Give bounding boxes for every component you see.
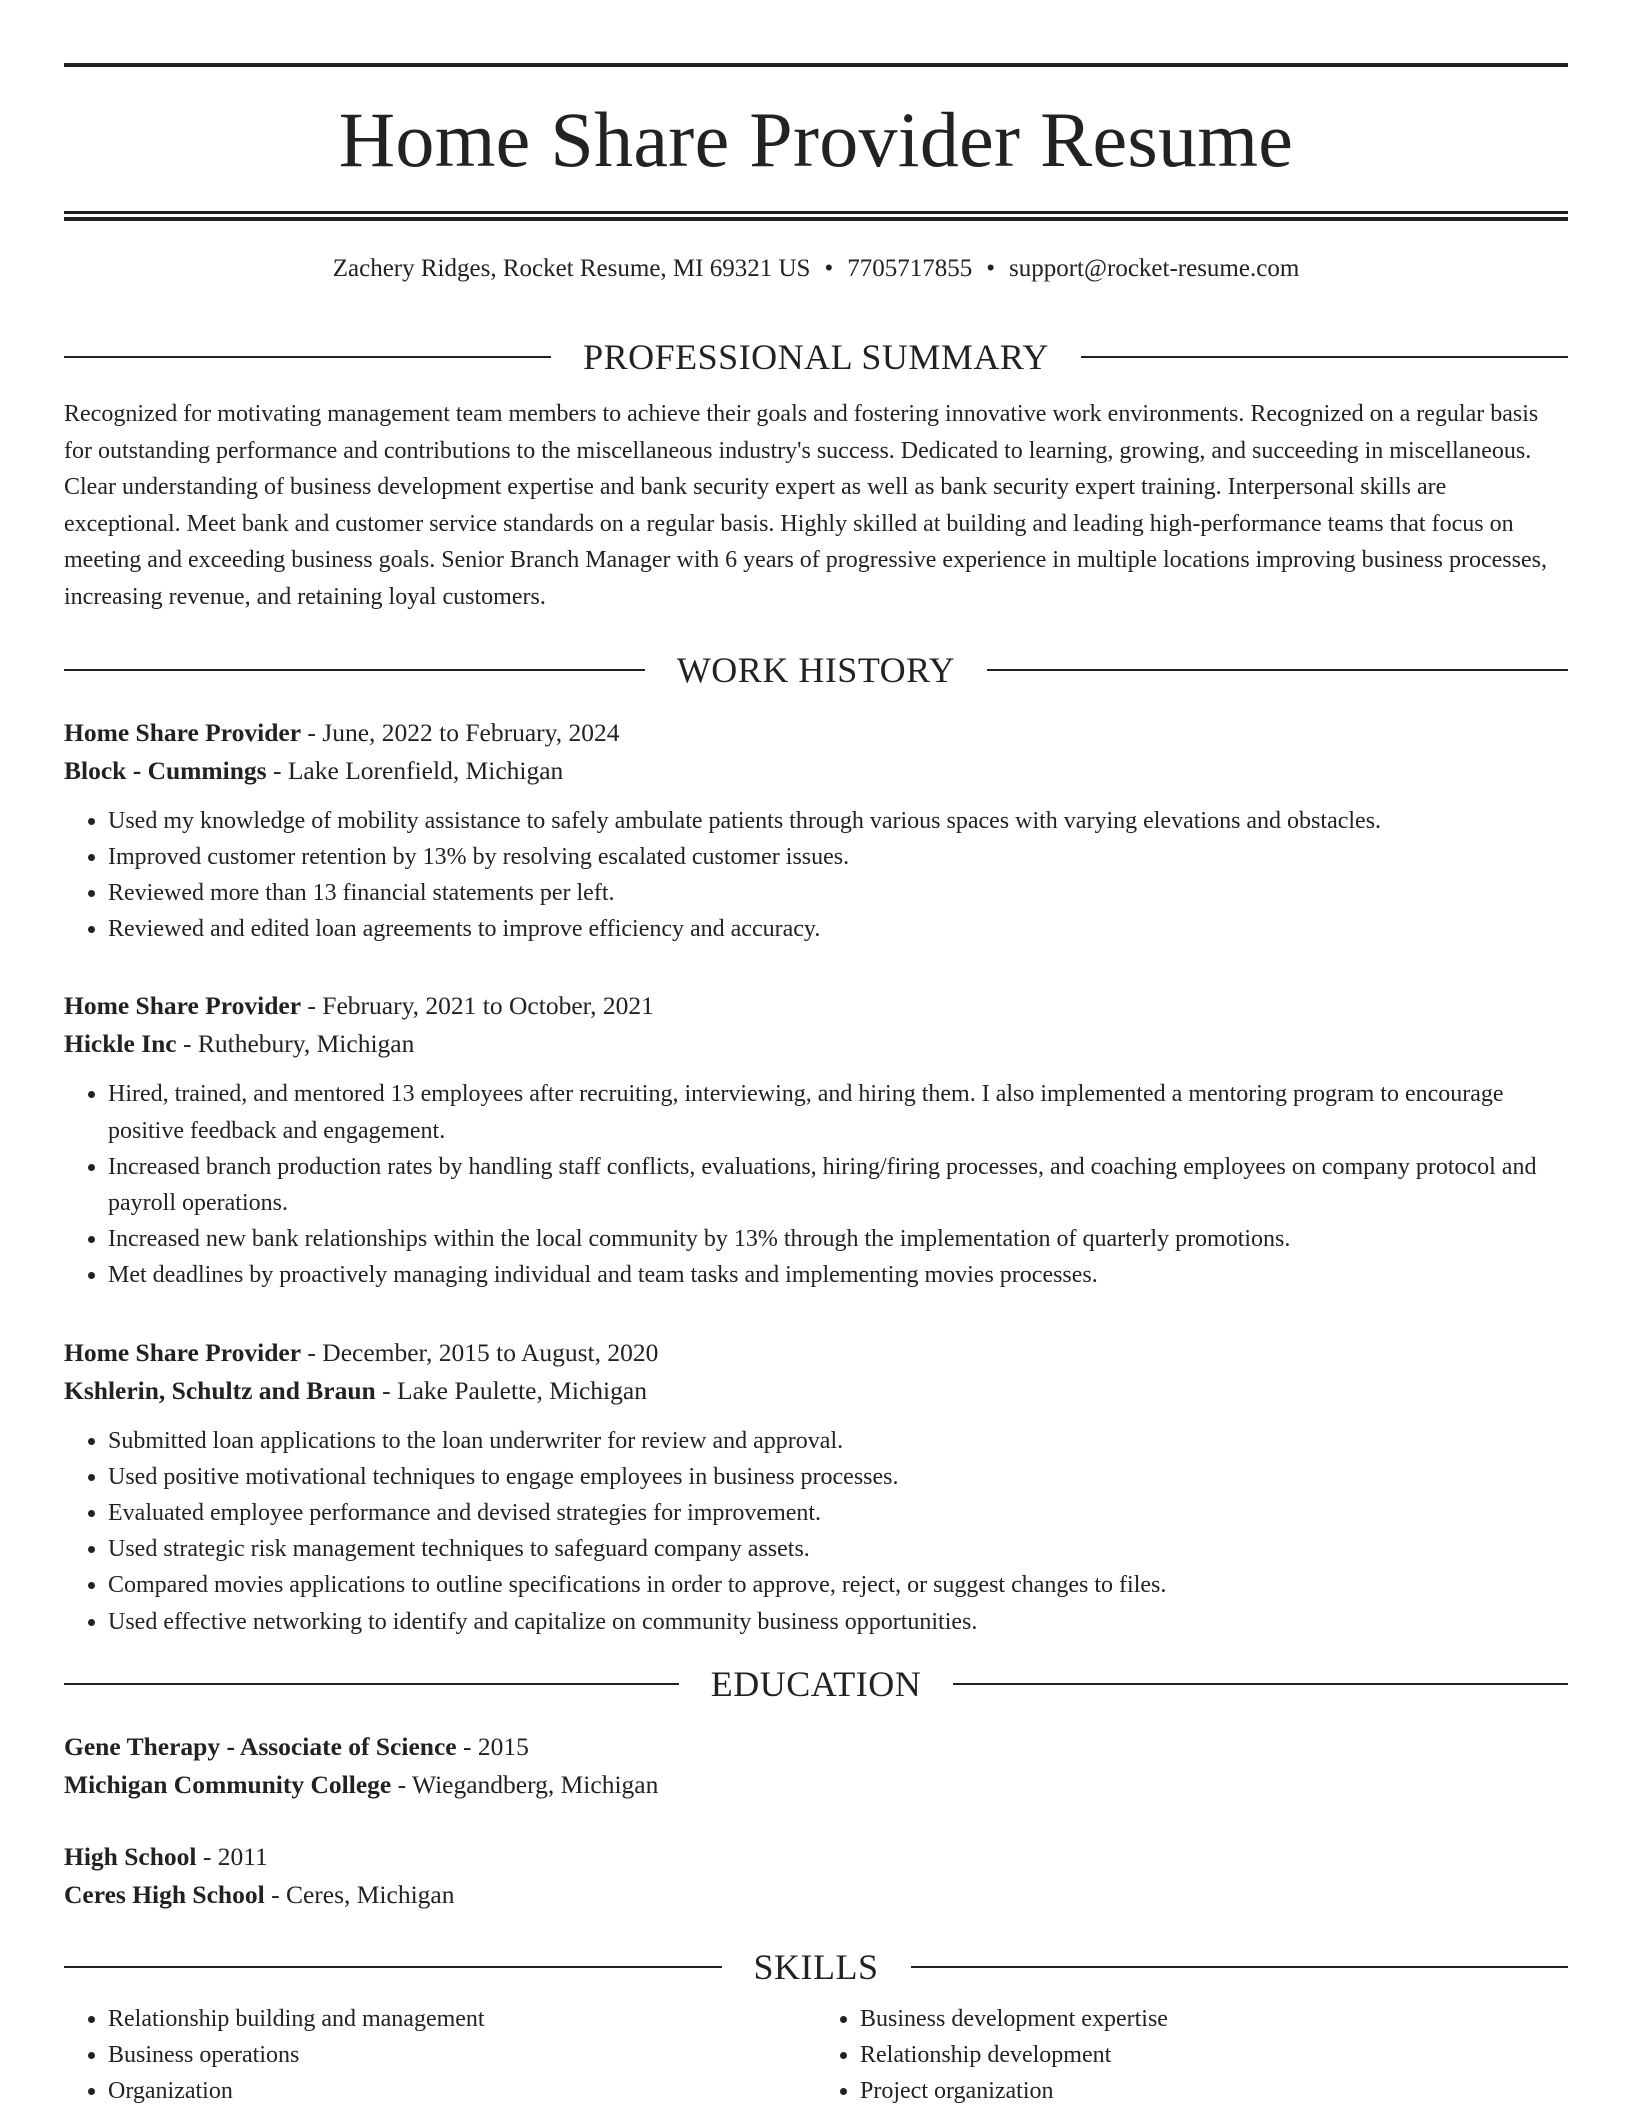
education-year: 2015 — [477, 1731, 529, 1761]
job-location: Lake Lorenfield, Michigan — [287, 755, 564, 785]
job-bullets — [64, 1076, 1568, 1293]
education-degree-line: Gene Therapy - Associate of Science - 2015 — [64, 1731, 529, 1761]
contact-line — [64, 256, 1568, 281]
job-title-line: Home Share Provider - December, 2015 to August, 2020 — [64, 1337, 659, 1367]
contact-phone: 7705717855 — [847, 255, 973, 282]
education-school-line: Ceres High School - Ceres, Michigan — [64, 1879, 455, 1909]
job-bullet: • Used effective networking to identify and capitalize on community business opportunities. — [108, 1604, 1568, 1640]
job-title: Home Share Provider — [64, 717, 302, 747]
skill-item: • Organization — [108, 2073, 816, 2109]
job-title: Home Share Provider — [64, 991, 302, 1021]
job-bullets — [64, 803, 1568, 948]
section-title: EDUCATION — [710, 1663, 922, 1704]
heading-rule-right — [911, 1966, 1569, 1968]
job-bullet: • Met deadlines by proactively managing individual and team tasks and implementing movies processes. — [108, 1257, 1568, 1293]
job-bullet: • Increased branch production rates by handling staff conflicts, evaluations, hiring/firing processes, and coaching employees on company protocol and payroll operations. — [108, 1149, 1568, 1221]
work-history-list — [64, 714, 1568, 1640]
education-item — [64, 1728, 1568, 1804]
education-degree: Gene Therapy - Associate of Science — [64, 1731, 457, 1761]
job-company: Block - Cummings — [64, 755, 267, 785]
job-entry — [64, 714, 1568, 948]
education-degree-line: High School - 2011 — [64, 1841, 268, 1871]
job-bullet: • Hired, trained, and mentored 13 employees after recruiting, interviewing, and hiring them. I also implemented a mentoring program to encourage positive feedback and engagement. — [108, 1076, 1568, 1148]
section-title: PROFESSIONAL SUMMARY — [583, 337, 1049, 377]
job-location: Ruthebury, Michigan — [197, 1029, 415, 1059]
job-dates: February, 2021 to October, 2021 — [322, 991, 654, 1021]
page-title: Home Share Provider Resume — [338, 96, 1294, 183]
job-bullet: • Used my knowledge of mobility assistance to safely ambulate patients through various spaces with varying elevations and obstacles. — [108, 803, 1568, 839]
heading-rule-left — [64, 356, 551, 358]
education-degree: High School — [64, 1841, 197, 1871]
job-bullet: • Used positive motivational techniques to engage employees in business processes. — [108, 1459, 1568, 1495]
contact-email: support@rocket-resume.com — [1008, 255, 1300, 282]
job-location: Lake Paulette, Michigan — [397, 1375, 647, 1405]
section-heading-skills — [64, 1946, 1568, 1987]
heading-rule-left — [64, 1966, 722, 1968]
job-bullet: • Increased new bank relationships within the local community by 13% through the implementation of quarterly promotions. — [108, 1221, 1568, 1257]
education-item — [64, 1838, 1568, 1914]
contact-address: Zachery Ridges, Rocket Resume, MI 69321 US — [332, 255, 811, 282]
job-title-line: Home Share Provider - June, 2022 to February, 2024 — [64, 717, 620, 747]
top-rule — [64, 63, 1568, 67]
heading-rule-left — [64, 669, 645, 671]
heading-rule-right — [953, 1683, 1568, 1685]
job-company: Kshlerin, Schultz and Braun — [64, 1375, 376, 1405]
job-bullet: • Submitted loan applications to the loan underwriter for review and approval. — [108, 1423, 1568, 1459]
section-title: SKILLS — [753, 1946, 879, 1987]
job-title-line: Home Share Provider - February, 2021 to October, 2021 — [64, 991, 654, 1021]
section-heading-summary — [64, 339, 1568, 375]
education-location: Ceres, Michigan — [285, 1879, 455, 1909]
education-location: Wiegandberg, Michigan — [412, 1769, 659, 1799]
job-title: Home Share Provider — [64, 1337, 302, 1367]
section-title: WORK HISTORY — [676, 649, 956, 690]
skills-column-left — [64, 2001, 816, 2109]
skill-item: • Business development expertise — [860, 2001, 1568, 2037]
job-company-line: Kshlerin, Schultz and Braun - Lake Paulette, Michigan — [64, 1375, 647, 1405]
section-heading-education — [64, 1663, 1568, 1704]
skill-item: • Relationship development — [860, 2037, 1568, 2073]
job-bullet: • Compared movies applications to outline specifications in order to approve, reject, or suggest changes to files. — [108, 1567, 1568, 1603]
job-dates: December, 2015 to August, 2020 — [322, 1337, 659, 1367]
skill-item: • Business operations — [108, 2037, 816, 2073]
skills-grid — [64, 2001, 1568, 2109]
education-year: 2011 — [217, 1841, 268, 1871]
job-dates: June, 2022 to February, 2024 — [322, 717, 620, 747]
skills-column-right — [816, 2001, 1568, 2109]
heading-rule-left — [64, 1683, 679, 1685]
heading-rule-right — [987, 669, 1568, 671]
contact-separator: • — [986, 255, 995, 282]
job-company: Hickle Inc — [64, 1029, 177, 1059]
job-company-line: Hickle Inc - Ruthebury, Michigan — [64, 1029, 415, 1059]
job-entry — [64, 987, 1568, 1293]
skill-item: • Project organization — [860, 2073, 1568, 2109]
summary-text: Recognized for motivating management team members to achieve their goals and fostering innovative work environments. Recognized on a regular basis for outstanding performance and contributions to the miscellaneous industry's success. Dedicated to learning, growing, and succeeding in miscellaneous. Clear understanding of business development expertise and bank security expert as well as bank security expert training. Interpersonal skills are exceptional. Meet bank and customer service standards on a regular basis. Highly skilled at building and leading high-performance teams that focus on meeting and exceeding business goals. Senior Branch Manager with 6 years of progressive experience in multiple locations improving business processes, increasing revenue, and retaining loyal customers. — [64, 401, 1547, 610]
heading-rule-right — [1081, 356, 1568, 358]
contact-separator: • — [824, 255, 834, 282]
job-bullet: • Reviewed and edited loan agreements to improve efficiency and accuracy. — [108, 911, 1568, 947]
job-bullet: • Reviewed more than 13 financial statements per left. — [108, 875, 1568, 911]
job-company-line: Block - Cummings - Lake Lorenfield, Michigan — [64, 755, 564, 785]
job-bullet: • Evaluated employee performance and devised strategies for improvement. — [108, 1495, 1568, 1531]
title-double-rule — [64, 211, 1568, 221]
job-bullets — [64, 1423, 1568, 1640]
education-school: Michigan Community College — [64, 1769, 392, 1799]
job-bullet: • Improved customer retention by 13% by resolving escalated customer issues. — [108, 839, 1568, 875]
job-bullet: • Used strategic risk management techniques to safeguard company assets. — [108, 1531, 1568, 1567]
section-heading-work-history — [64, 649, 1568, 690]
education-school: Ceres High School — [64, 1879, 265, 1909]
skill-item: • Relationship building and management — [108, 2001, 816, 2037]
education-school-line: Michigan Community College - Wiegandberg, Michigan — [64, 1769, 659, 1799]
job-entry — [64, 1334, 1568, 1640]
